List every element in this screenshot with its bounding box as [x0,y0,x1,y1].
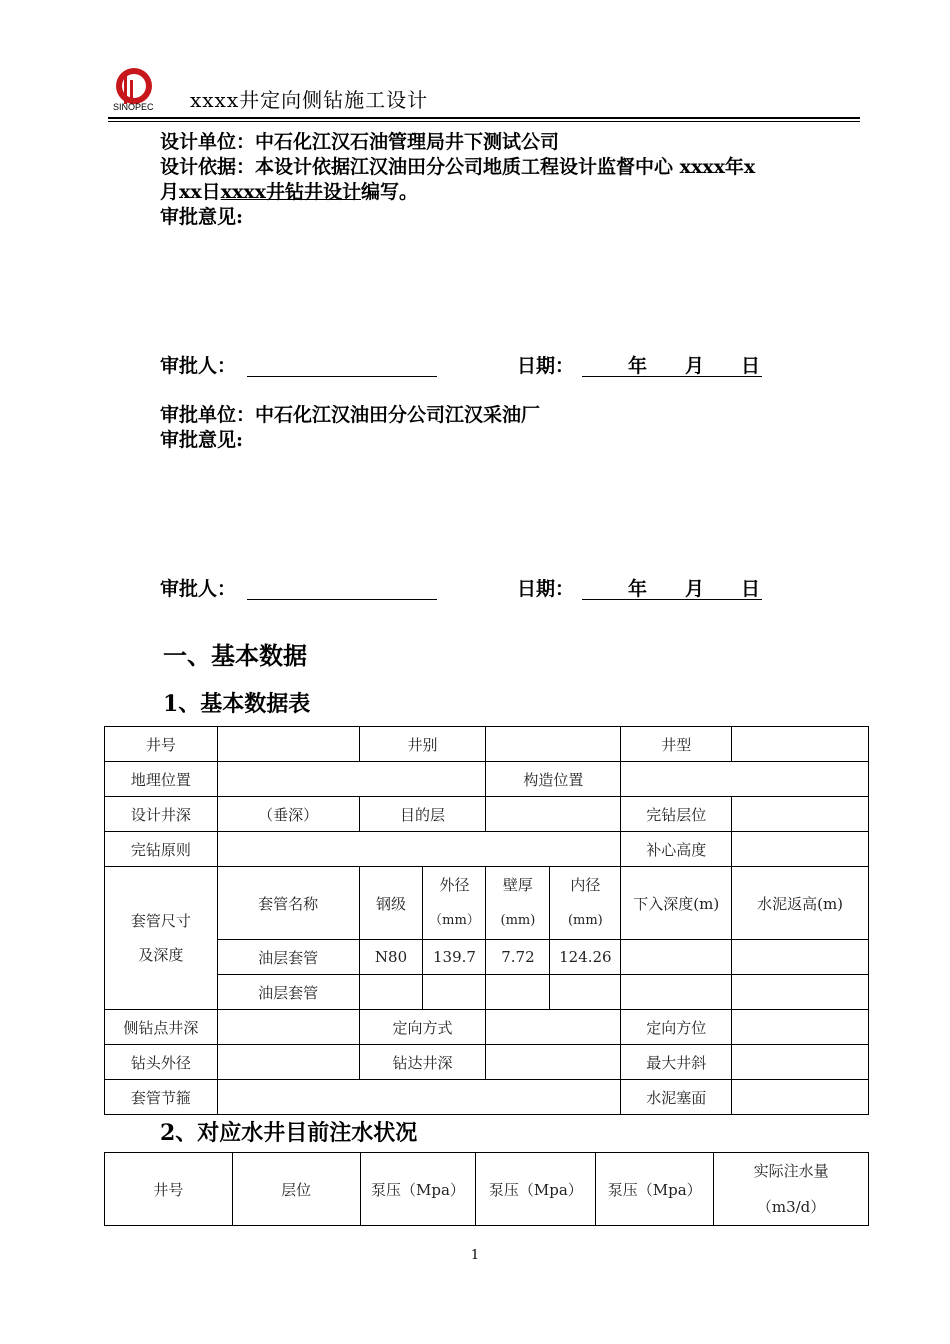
cell-value: 124.26 [550,940,621,975]
cell-value [732,832,869,867]
cell-value [732,975,869,1010]
cell-value [732,727,869,762]
cell-label: 定向方位 [621,1010,732,1045]
cell-label-thickness: 壁厚 (mm) [486,867,550,940]
cell-value [217,1010,359,1045]
casing-size-label: 套管尺寸 及深度 [105,867,218,1010]
basis-line-2 [160,180,418,205]
cell-value [486,1045,621,1080]
basis-suffix: 编写。 [360,181,418,203]
cell-value [550,975,621,1010]
table-row [105,867,869,940]
table-row [105,1010,869,1045]
cell-value [732,1080,869,1115]
day-label-1: 日 [741,355,761,377]
date-label-2: 日期： [517,578,575,600]
year-label-1: 年 [628,355,648,377]
col-header-actual-injection: 实际注水量 （m3/d） [714,1153,869,1226]
table-header-row [105,1153,869,1226]
section-heading-basic-data: 一、基本数据 [163,641,307,670]
cell-label: 地理位置 [105,762,218,797]
approver-signature-line-1 [247,356,437,377]
cell-label: 目的层 [359,797,486,832]
cell-value [486,727,621,762]
basis-line-1: 设计依据：本设计依据江汉油田分公司地质工程设计监督中心 xxxx年x [160,156,756,178]
cell-value [217,762,486,797]
cell-value: 7.72 [486,940,550,975]
injection-status-table [104,1152,869,1226]
approver-signature-line-2 [247,579,437,600]
date-line-1 [582,356,762,377]
design-unit-line: 设计单位：中石化江汉石油管理局井下测试公司 [160,131,560,153]
col-header-pump-pressure: 泵压（Mpa） [360,1153,476,1226]
cell-value: 油层套管 [217,940,359,975]
table-row [105,1080,869,1115]
svg-text:SINOPEC: SINOPEC [113,102,154,112]
cell-value [486,797,621,832]
cell-label: 设计井深 [105,797,218,832]
approver-label-1: 审批人： [160,355,237,377]
subsection-heading-injection-status: 2、对应水井目前注水状况 [160,1120,418,1146]
cell-label: 水泥返高(m) [732,867,869,940]
header-divider-thin [108,121,860,122]
cell-label-od: 外径 （mm） [423,867,486,940]
cell-value [423,975,486,1010]
table-row [105,940,869,975]
table-row [105,797,869,832]
cell-label: 最大井斜 [621,1045,732,1080]
sinopec-logo [112,66,156,112]
date-label-1: 日期： [517,355,575,377]
approval-opinion-label-2: 审批意见: [160,429,244,451]
cell-label: 钻达井深 [359,1045,486,1080]
cell-label: 井别 [359,727,486,762]
date-line-2 [582,579,762,600]
cell-label: 套管节箍 [105,1080,218,1115]
month-label-1: 月 [685,355,705,377]
cell-value [732,797,869,832]
day-label-2: 日 [741,578,761,600]
cell-label: 钻头外径 [105,1045,218,1080]
cell-value [486,975,550,1010]
cell-value [217,832,621,867]
cell-label: 水泥塞面 [621,1080,732,1115]
year-label-2: 年 [628,578,648,600]
table-row [105,1045,869,1080]
col-header-well-no: 井号 [105,1153,233,1226]
cell-value [621,975,732,1010]
cell-label: 构造位置 [486,762,621,797]
cell-value [732,940,869,975]
basis-date: 月xx日 [160,181,221,203]
cell-label: 钢级 [359,867,423,940]
cell-value: 油层套管 [217,975,359,1010]
month-label-2: 月 [685,578,705,600]
table-row [105,727,869,762]
basis-reference: xxxx井钻井设计 [220,181,361,203]
table-row [105,975,869,1010]
cell-value [217,727,359,762]
cell-label: 下入深度(m) [621,867,732,940]
cell-value: 139.7 [423,940,486,975]
basic-data-table [104,726,869,1115]
col-header-pump-pressure: 泵压（Mpa） [596,1153,714,1226]
cell-label: 井型 [621,727,732,762]
cell-label: 定向方式 [359,1010,486,1045]
cell-label: 完钻原则 [105,832,218,867]
cell-value [621,940,732,975]
approval-opinion-label-1: 审批意见: [160,206,244,228]
cell-label: 井号 [105,727,218,762]
cell-label-id: 内径 (mm) [550,867,621,940]
cell-value [359,975,423,1010]
cell-label: 完钻层位 [621,797,732,832]
cell-value: N80 [359,940,423,975]
col-header-pump-pressure: 泵压（Mpa） [476,1153,596,1226]
cell-label: 侧钻点井深 [105,1010,218,1045]
table-row [105,762,869,797]
cell-value [621,762,869,797]
subsection-heading-basic-table: 1、基本数据表 [163,691,311,717]
approval-unit-line: 审批单位：中石化江汉油田分公司江汉采油厂 [160,404,541,426]
col-header-layer: 层位 [232,1153,360,1226]
cell-label: 套管名称 [217,867,359,940]
approver-label-2: 审批人： [160,578,237,600]
cell-value [732,1045,869,1080]
header-divider [108,117,860,119]
cell-value [486,1010,621,1045]
table-row [105,832,869,867]
cell-value [732,1010,869,1045]
cell-value [217,1080,621,1115]
page-number: 1 [470,1248,480,1263]
cell-value: （垂深） [217,797,359,832]
cell-value [217,1045,359,1080]
cell-label: 补心高度 [621,832,732,867]
header-title: xxxx井定向侧钻施工设计 [190,88,429,112]
